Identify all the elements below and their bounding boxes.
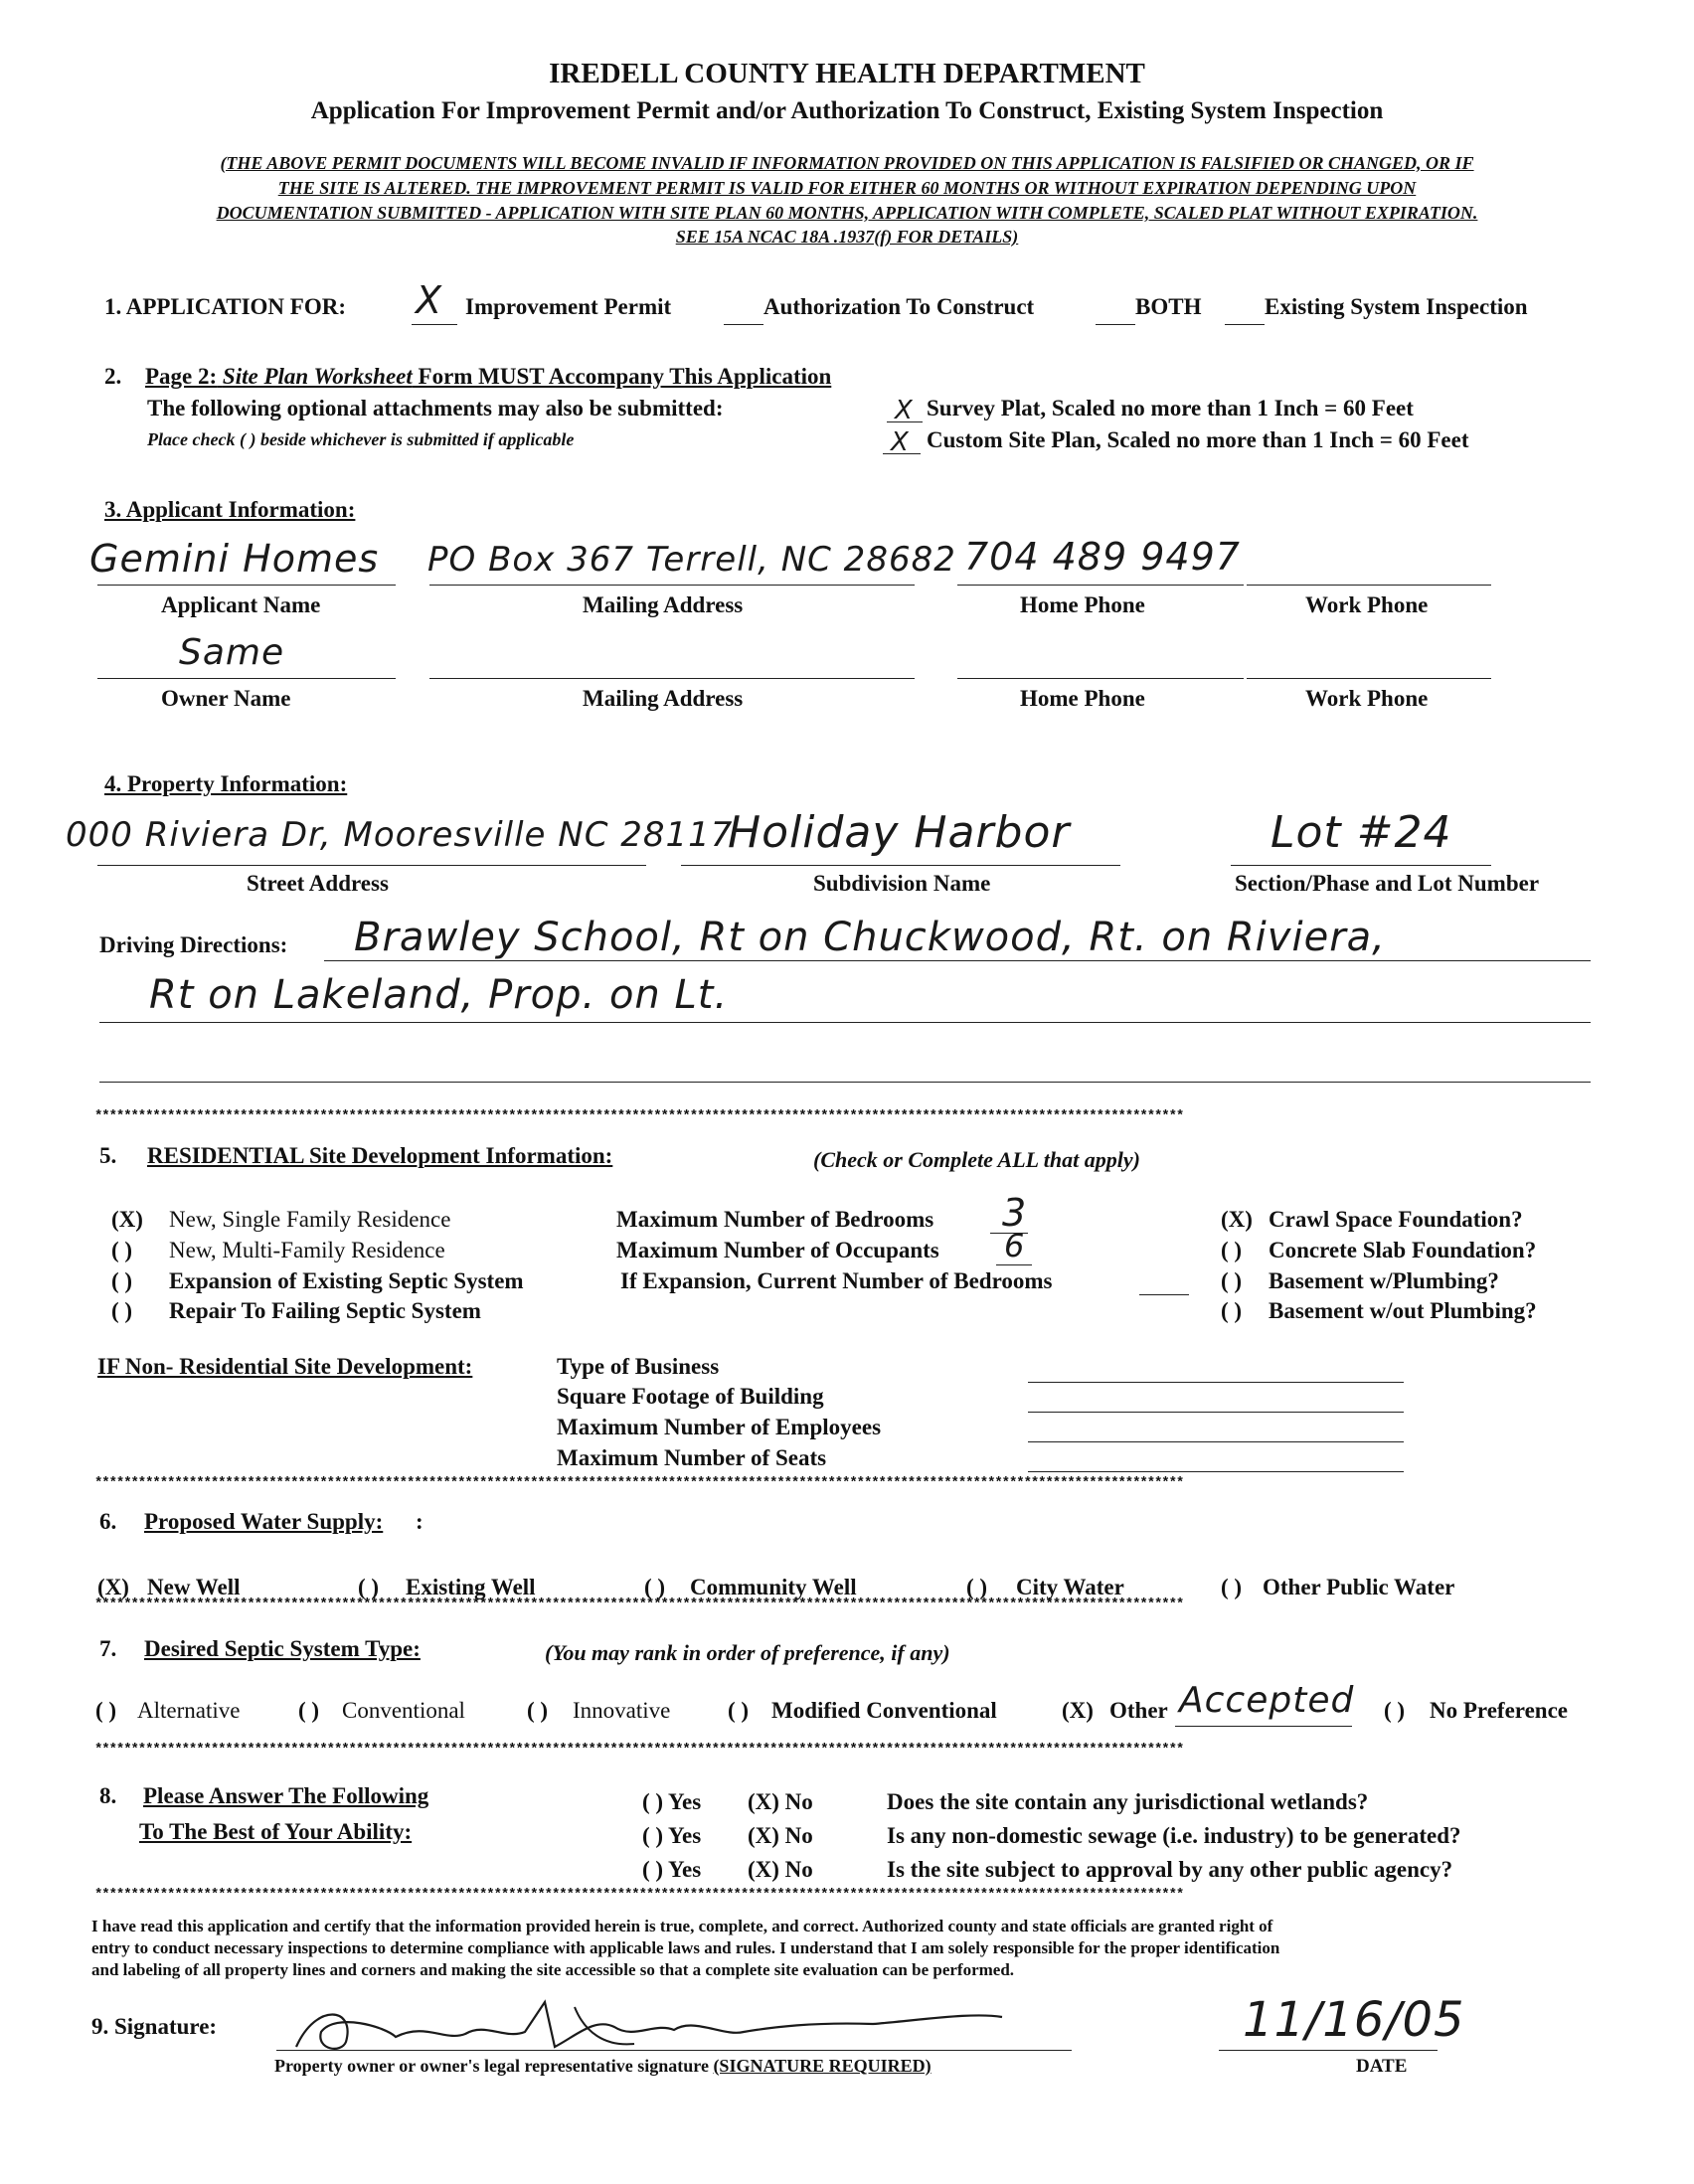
no-preference-label: No Preference bbox=[1430, 1698, 1568, 1723]
owner-mailing-label: Mailing Address bbox=[583, 686, 744, 711]
mailing-address-label: Mailing Address bbox=[583, 592, 744, 617]
septic-type-heading: Desired Septic System Type: bbox=[144, 1636, 421, 1661]
basement-no-plumbing-label: Basement w/out Plumbing? bbox=[1269, 1298, 1537, 1323]
sewage-question: Is any non-domestic sewage (i.e. industry) to be generated? bbox=[887, 1823, 1461, 1848]
basement-plumbing-mark[interactable]: ( ) bbox=[1221, 1268, 1243, 1293]
certification-line-2: entry to conduct necessary inspections to determine compliance with applicable laws and rules. I understand that I am solely responsible for the proper identification bbox=[91, 1938, 1280, 1957]
repair-mark[interactable]: ( ) bbox=[111, 1298, 133, 1323]
street-address-value[interactable]: 000 Riviera Dr, Mooresville NC 28117 bbox=[66, 815, 734, 855]
crawl-space-label: Crawl Space Foundation? bbox=[1269, 1207, 1523, 1232]
wetlands-question: Does the site contain any jurisdictional wetlands? bbox=[887, 1789, 1369, 1814]
non-residential-label: IF Non- Residential Site Development: bbox=[97, 1354, 473, 1379]
new-well-mark[interactable]: (X) bbox=[97, 1575, 129, 1599]
signature-caption: Property owner or owner's legal representative signature (SIGNATURE REQUIRED) bbox=[274, 2056, 932, 2076]
max-occupants-label: Maximum Number of Occupants bbox=[616, 1238, 939, 1262]
conventional-label: Conventional bbox=[342, 1698, 465, 1723]
crawl-space-mark[interactable]: (X) bbox=[1221, 1207, 1253, 1232]
expansion-label: Expansion of Existing Septic System bbox=[169, 1268, 524, 1293]
separator-1: ****************************************************************************************************************************************************** bbox=[94, 1108, 1184, 1124]
application-for-mark[interactable]: X bbox=[416, 278, 443, 322]
residential-note: (Check or Complete ALL that apply) bbox=[813, 1147, 1140, 1172]
other-septic-value[interactable]: Accepted bbox=[1179, 1680, 1355, 1721]
section-2-heading: Page 2: Site Plan Worksheet Form MUST Accompany This Application bbox=[145, 364, 832, 389]
survey-plat-label: Survey Plat, Scaled no more than 1 Inch = 60 Feet bbox=[927, 396, 1414, 420]
answer-heading-line-1: Please Answer The Following bbox=[143, 1783, 429, 1808]
other-septic-label: Other bbox=[1109, 1698, 1168, 1723]
max-seats-label: Maximum Number of Seats bbox=[557, 1445, 827, 1470]
applicant-name-value[interactable]: Gemini Homes bbox=[89, 537, 380, 581]
handwritten-signature[interactable] bbox=[276, 1992, 1042, 2062]
custom-site-plan-label: Custom Site Plan, Scaled no more than 1 Inch = 60 Feet bbox=[927, 427, 1469, 452]
water-supply-colon: : bbox=[416, 1509, 424, 1534]
section-6-number: 6. bbox=[99, 1509, 117, 1534]
agency-question: Is the site subject to approval by any other public agency? bbox=[887, 1857, 1453, 1882]
wetlands-no[interactable]: (X) No bbox=[748, 1789, 813, 1814]
home-phone-label: Home Phone bbox=[1020, 592, 1145, 617]
concrete-slab-mark[interactable]: ( ) bbox=[1221, 1238, 1243, 1262]
section-7-number: 7. bbox=[99, 1636, 117, 1661]
new-single-family-label: New, Single Family Residence bbox=[169, 1207, 451, 1232]
innovative-mark[interactable]: ( ) bbox=[527, 1698, 549, 1723]
warning-line-4: SEE 15A NCAC 18A .1937(f) FOR DETAILS) bbox=[675, 227, 1019, 247]
section-phase-lot-label: Section/Phase and Lot Number bbox=[1235, 871, 1540, 896]
owner-name-value[interactable]: Same bbox=[179, 632, 285, 673]
separator-5: ****************************************************************************************************************************************************** bbox=[94, 1887, 1184, 1903]
lot-number-value[interactable]: Lot #24 bbox=[1270, 807, 1452, 858]
basement-plumbing-label: Basement w/Plumbing? bbox=[1269, 1268, 1499, 1293]
type-of-business-label: Type of Business bbox=[557, 1354, 720, 1379]
form-subtitle: Application For Improvement Permit and/or Authorization To Construct, Existing System Inspection bbox=[310, 97, 1384, 124]
street-address-label: Street Address bbox=[247, 871, 389, 896]
section-5-number: 5. bbox=[99, 1143, 117, 1168]
applicant-info-heading: 3. Applicant Information: bbox=[104, 497, 356, 522]
applicant-mailing-value[interactable]: PO Box 367 Terrell, NC 28682 bbox=[427, 540, 956, 580]
existing-well-label: Existing Well bbox=[406, 1575, 536, 1599]
other-septic-mark[interactable]: (X) bbox=[1062, 1698, 1094, 1723]
water-supply-heading: Proposed Water Supply: bbox=[144, 1509, 384, 1534]
warning-line-3: DOCUMENTATION SUBMITTED - APPLICATION WITH SITE PLAN 60 MONTHS, APPLICATION WITH COMPLETE, SCALED PLAT WITHOUT EXPIRATION. bbox=[216, 203, 1478, 223]
community-well-label: Community Well bbox=[690, 1575, 857, 1599]
place-check-note: Place check ( ) beside whichever is submitted if applicable bbox=[147, 429, 575, 449]
septic-type-note: (You may rank in order of preference, if any) bbox=[545, 1640, 950, 1665]
directions-line-1[interactable]: Brawley School, Rt on Chuckwood, Rt. on Riviera, bbox=[354, 915, 1386, 960]
section-2-number: 2. bbox=[104, 364, 122, 389]
square-footage-label: Square Footage of Building bbox=[557, 1384, 824, 1409]
certification-line-3: and labeling of all property lines and corners and making the site accessible so that a complete site evaluation can be performed. bbox=[91, 1960, 1015, 1979]
answer-heading-line-2: To The Best of Your Ability: bbox=[139, 1819, 413, 1844]
conventional-mark[interactable]: ( ) bbox=[298, 1698, 320, 1723]
owner-home-phone-label: Home Phone bbox=[1020, 686, 1145, 711]
application-for-label: 1. APPLICATION FOR: bbox=[104, 294, 346, 319]
expansion-bedrooms-label: If Expansion, Current Number of Bedrooms bbox=[620, 1268, 1053, 1293]
owner-name-label: Owner Name bbox=[161, 686, 291, 711]
work-phone-label: Work Phone bbox=[1305, 592, 1429, 617]
applicant-home-phone-value[interactable]: 704 489 9497 bbox=[964, 535, 1241, 579]
sewage-no[interactable]: (X) No bbox=[748, 1823, 813, 1848]
sewage-yes[interactable]: ( ) Yes bbox=[642, 1823, 702, 1848]
max-bedrooms-value[interactable]: 3 bbox=[1002, 1191, 1028, 1235]
option-existing-inspection: Existing System Inspection bbox=[1265, 294, 1528, 319]
signature-label: 9. Signature: bbox=[91, 2014, 218, 2039]
modified-conventional-mark[interactable]: ( ) bbox=[728, 1698, 750, 1723]
new-single-family-mark[interactable]: (X) bbox=[111, 1207, 143, 1232]
other-public-water-mark[interactable]: ( ) bbox=[1221, 1575, 1243, 1599]
existing-well-mark[interactable]: ( ) bbox=[358, 1575, 380, 1599]
other-public-water-label: Other Public Water bbox=[1263, 1575, 1455, 1599]
new-well-label: New Well bbox=[147, 1575, 241, 1599]
option-both: BOTH bbox=[1135, 294, 1202, 319]
alternative-mark[interactable]: ( ) bbox=[95, 1698, 117, 1723]
driving-directions-label: Driving Directions: bbox=[99, 932, 288, 957]
new-multi-family-mark[interactable]: ( ) bbox=[111, 1238, 133, 1262]
date-label: DATE bbox=[1356, 2056, 1408, 2077]
residential-heading: RESIDENTIAL Site Development Information: bbox=[147, 1143, 613, 1168]
separator-2: ****************************************************************************************************************************************************** bbox=[94, 1475, 1184, 1491]
agency-no[interactable]: (X) No bbox=[748, 1857, 813, 1882]
warning-line-1: (THE ABOVE PERMIT DOCUMENTS WILL BECOME INVALID IF INFORMATION PROVIDED ON THIS APPLICATION IS FALSIFIED OR CHANGED, OR IF bbox=[220, 153, 1474, 173]
alternative-label: Alternative bbox=[137, 1698, 241, 1723]
option-improvement-permit: Improvement Permit bbox=[465, 294, 672, 319]
survey-plat-mark[interactable]: X bbox=[895, 396, 914, 425]
applicant-name-label: Applicant Name bbox=[161, 592, 321, 617]
warning-line-2: THE SITE IS ALTERED. THE IMPROVEMENT PERMIT IS VALID FOR EITHER 60 MONTHS OR WITHOUT EXPIRATION DEPENDING UPON bbox=[277, 178, 1417, 198]
wetlands-yes[interactable]: ( ) Yes bbox=[642, 1789, 702, 1814]
owner-work-phone-label: Work Phone bbox=[1305, 686, 1429, 711]
custom-site-plan-mark[interactable]: X bbox=[891, 427, 910, 457]
section-8-number: 8. bbox=[99, 1783, 117, 1808]
max-occupants-value[interactable]: 6 bbox=[1004, 1227, 1026, 1264]
max-bedrooms-label: Maximum Number of Bedrooms bbox=[616, 1207, 934, 1232]
property-info-heading: 4. Property Information: bbox=[104, 771, 348, 796]
directions-line-2[interactable]: Rt on Lakeland, Prop. on Lt. bbox=[149, 972, 729, 1018]
date-value[interactable]: 11/16/05 bbox=[1243, 1992, 1465, 2048]
modified-conventional-label: Modified Conventional bbox=[771, 1698, 997, 1723]
subdivision-label: Subdivision Name bbox=[813, 871, 991, 896]
agency-yes[interactable]: ( ) Yes bbox=[642, 1857, 702, 1882]
optional-attachments-text: The following optional attachments may also be submitted: bbox=[147, 396, 724, 420]
community-well-mark[interactable]: ( ) bbox=[644, 1575, 666, 1599]
max-employees-label: Maximum Number of Employees bbox=[557, 1415, 882, 1439]
no-preference-mark[interactable]: ( ) bbox=[1384, 1698, 1406, 1723]
separator-4: ****************************************************************************************************************************************************** bbox=[94, 1742, 1184, 1758]
expansion-mark[interactable]: ( ) bbox=[111, 1268, 133, 1293]
innovative-label: Innovative bbox=[573, 1698, 671, 1723]
basement-no-plumbing-mark[interactable]: ( ) bbox=[1221, 1298, 1243, 1323]
concrete-slab-label: Concrete Slab Foundation? bbox=[1269, 1238, 1537, 1262]
new-multi-family-label: New, Multi-Family Residence bbox=[169, 1238, 445, 1262]
option-authorization: Authorization To Construct bbox=[763, 294, 1035, 319]
department-title: IREDELL COUNTY HEALTH DEPARTMENT bbox=[549, 58, 1145, 89]
city-water-label: City Water bbox=[1016, 1575, 1124, 1599]
certification-line-1: I have read this application and certify that the information provided herein is true, complete, and correct. Authorized county and state officials are granted right of bbox=[91, 1917, 1273, 1935]
repair-label: Repair To Failing Septic System bbox=[169, 1298, 481, 1323]
subdivision-value[interactable]: Holiday Harbor bbox=[728, 807, 1071, 858]
city-water-mark[interactable]: ( ) bbox=[966, 1575, 988, 1599]
separator-3: ****************************************************************************************************************************************************** bbox=[94, 1596, 1184, 1612]
